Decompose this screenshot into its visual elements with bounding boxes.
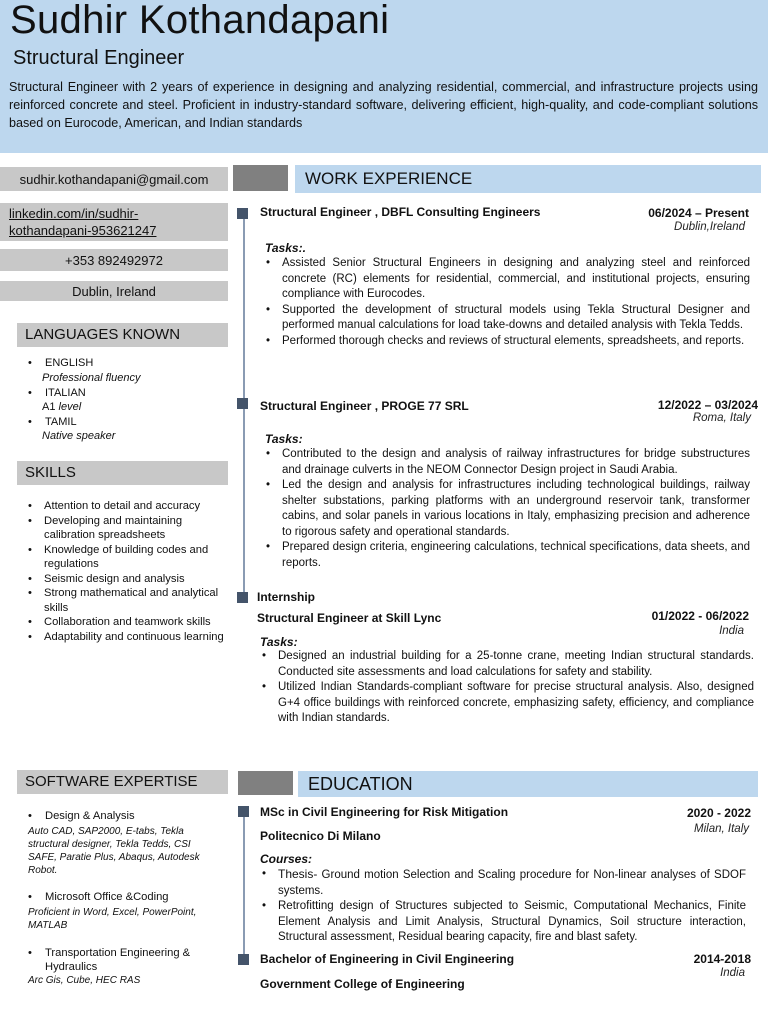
- job-dates: 12/2022 – 03/2024: [657, 398, 758, 412]
- skill-item: • Seismic design and analysis: [26, 572, 228, 587]
- software-list: [28, 810, 228, 987]
- task-item: • Utilized Indian Standards-compliant software for precise structural analysis. Also, designed G+4 office buildings with reinforced concrete, emphasizing safety, efficiency, and compliance with Indian standards.: [260, 680, 754, 727]
- job-location: Roma, Italy: [692, 412, 751, 424]
- job-tasks: [264, 447, 750, 571]
- software-heading: SOFTWARE EXPERTISE: [17, 770, 228, 794]
- courses-label: Courses:: [260, 852, 313, 866]
- job-title: Structural Engineer , PROGE 77 SRL: [260, 399, 469, 413]
- skills-heading: SKILLS: [17, 461, 228, 485]
- email-bar[interactable]: [0, 167, 228, 191]
- software-group-title: • Transportation Engineering & Hydraulics: [28, 947, 191, 973]
- linkedin-bar[interactable]: [0, 203, 228, 241]
- job-location: Dublin,Ireland: [674, 221, 745, 233]
- education-heading: EDUCATION: [298, 771, 758, 797]
- degree-dates: 2020 - 2022: [686, 806, 751, 820]
- school-location: Milan, Italy: [694, 823, 749, 835]
- timeline-marker: [238, 806, 249, 817]
- email-text[interactable]: sudhir.kothandapani@gmail.com: [19, 171, 209, 187]
- job-tasks: [260, 649, 754, 727]
- course-item: • Retrofitting design of Structures subjected to Seismic, Computational Mechanics, Finite Element Analysis and Limit Analysis, Structural Dynamics, Soil structure interaction, Structural assessment, Residual bearing capacity, fire and blast safety.: [260, 899, 746, 946]
- software-group-detail: Proficient in Word, Excel, PowerPoint, MATLAB: [28, 907, 197, 931]
- task-item: • Designed an industrial building for a 25-tonne crane, meeting Indian structural standards. Conducted site assessments and load calculations for safety and stability.: [260, 649, 754, 680]
- timeline-marker: [237, 592, 248, 603]
- language-item: • ITALIAN: [28, 387, 86, 399]
- task-item: • Performed thorough checks and reviews of structural elements, spreadsheets, and reports.: [264, 334, 750, 350]
- profile-summary: Structural Engineer with 2 years of experience in designing and analyzing residential, commercial, and infrastructure projects using reinforced concrete and steel. Proficient in industry-standard software, delivering efficient, high-quality, and code-compliant solutions based on Eurocode, American, and Indian standards: [9, 80, 758, 130]
- course-list: [260, 867, 746, 946]
- timeline-line: [243, 810, 245, 960]
- section-marker: [238, 771, 293, 795]
- task-item: • Prepared design criteria, engineering calculations, technical specifications, data sheets, and reports.: [264, 540, 750, 571]
- school-name: Politecnico Di Milano: [260, 829, 381, 843]
- skill-item: • Adaptability and continuous learning: [26, 630, 228, 645]
- job-tasks: [264, 256, 750, 349]
- job-title: Structural Engineer at Skill Lync: [257, 611, 442, 625]
- software-group-detail: Arc Gis, Cube, HEC RAS: [28, 975, 141, 986]
- degree-title: Bachelor of Engineering in Civil Engineering: [260, 952, 515, 966]
- phone-text: +353 892492972: [65, 252, 163, 268]
- section-marker: [233, 165, 288, 191]
- timeline-marker: [238, 954, 249, 965]
- task-item: • Led the design and analysis for infrastructures including technological buildings, railway shelter substations, parking platforms with an underground reservoir tank, transformer cabins, and solar panels in various locations in Italy, emphasizing precision and adherence to rigorous safety and operational standards.: [264, 478, 750, 540]
- skill-item: • Collaboration and teamwork skills: [26, 615, 228, 630]
- degree-dates: 2014-2018: [693, 952, 751, 966]
- task-item: • Supported the development of structural models using Tekla Structural Designer and performed manual calculations for load take-downs and detailed analysis with Tekla Tedds.: [264, 303, 750, 334]
- language-level: Professional fluency: [42, 372, 141, 384]
- task-item: • Contributed to the design and analysis of railway infrastructures for bridge substructures and drainage culverts in the NEOM Connector Design project in Saudi Arabia.: [264, 447, 750, 478]
- school-location: India: [720, 967, 745, 979]
- software-group-detail: Auto CAD, SAP2000, E-tabs, Tekla structural designer, Tekla Tedds, CSI SAFE, Paratie Plus, Abaqus, Autodesk Robot.: [28, 826, 200, 876]
- timeline-marker: [237, 398, 248, 409]
- tasks-label: Tasks:.: [265, 241, 306, 255]
- job-dates: 01/2022 - 06/2022: [651, 609, 749, 623]
- language-item: • TAMIL: [28, 416, 77, 428]
- job-location: India: [719, 625, 744, 637]
- timeline-marker: [237, 208, 248, 219]
- location-text: Dublin, Ireland: [72, 283, 156, 299]
- software-group-title: • Design & Analysis: [28, 810, 135, 822]
- phone-bar: [0, 249, 228, 271]
- language-item: • ENGLISH: [28, 357, 94, 369]
- language-level: A1 level: [42, 401, 82, 413]
- language-level: Native speaker: [42, 430, 116, 442]
- candidate-role: Structural Engineer: [13, 47, 185, 69]
- skill-item: • Attention to detail and accuracy: [26, 499, 228, 514]
- software-group-title: • Microsoft Office &Coding: [28, 891, 169, 903]
- skill-item: • Strong mathematical and analytical skills: [26, 586, 228, 615]
- languages-heading: LANGUAGES KNOWN: [17, 323, 228, 347]
- job-dates: 06/2024 – Present: [648, 206, 749, 220]
- skill-item: • Knowledge of building codes and regulations: [26, 543, 228, 572]
- course-item: • Thesis- Ground motion Selection and Scaling procedure for Non-linear analyses of SDOF systems.: [260, 867, 746, 899]
- skill-item: • Developing and maintaining calibration spreadsheets: [26, 514, 228, 543]
- work-heading: WORK EXPERIENCE: [295, 165, 761, 193]
- tasks-label: Tasks:: [260, 635, 298, 649]
- school-name: Government College of Engineering: [260, 977, 465, 991]
- candidate-name: Sudhir Kothandapani: [10, 0, 390, 42]
- internship-label: Internship: [257, 590, 316, 604]
- job-title: Structural Engineer , DBFL Consulting Engineers: [260, 205, 541, 219]
- linkedin-line-2[interactable]: kothandapani-953621247: [9, 223, 157, 238]
- languages-list: [28, 357, 228, 445]
- tasks-label: Tasks:: [265, 432, 303, 446]
- task-item: • Assisted Senior Structural Engineers in designing and analyzing steel and reinforced concrete (RC) elements for residential, commercial, and institutional projects, ensuring compliance with Eurocodes.: [264, 256, 750, 303]
- linkedin-line-1[interactable]: linkedin.com/in/sudhir-: [9, 206, 139, 221]
- degree-title: MSc in Civil Engineering for Risk Mitigation: [260, 805, 509, 819]
- skills-list: [26, 499, 228, 644]
- location-bar: [0, 281, 228, 301]
